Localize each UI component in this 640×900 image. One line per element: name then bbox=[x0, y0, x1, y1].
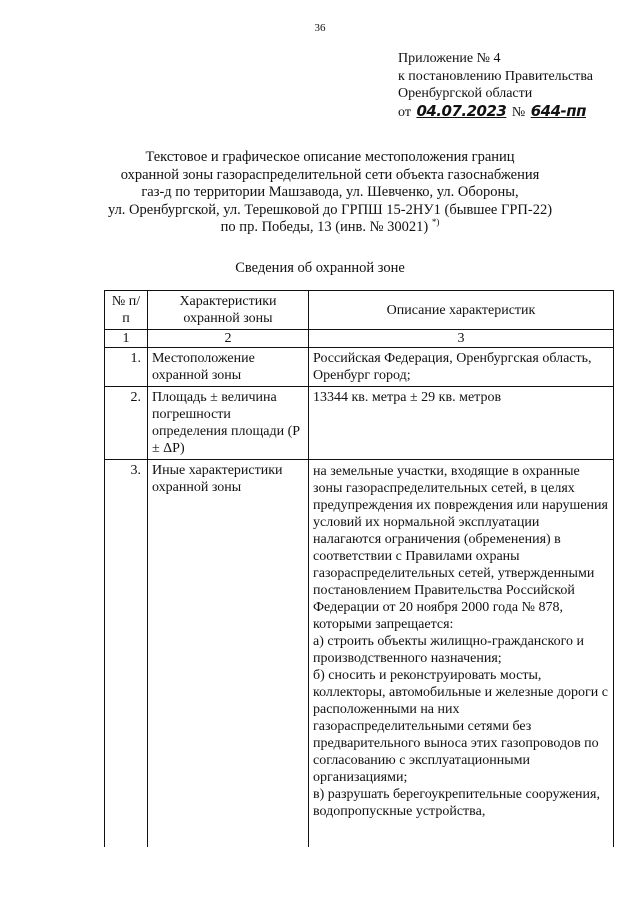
row-description: 13344 кв. метра ± 29 кв. метров bbox=[309, 387, 614, 460]
title-line-5 bbox=[60, 219, 600, 237]
row-number: 2. bbox=[105, 387, 148, 460]
index-cell-3: 3 bbox=[309, 330, 614, 348]
table-row bbox=[105, 348, 614, 387]
index-cell-2: 2 bbox=[148, 330, 309, 348]
appendix-date: 04.07.2023 bbox=[416, 101, 507, 120]
appendix-from-prefix: от bbox=[398, 104, 411, 120]
row-number: 3. bbox=[105, 460, 148, 848]
title-line-2: охранной зоны газораспределительной сети объекта газоснабжения bbox=[120, 166, 540, 183]
title-line-4: ул. Оренбургской, ул. Терешковой до ГРПШ 15-2НУ1 (бывшее ГРП-22) bbox=[107, 201, 553, 218]
title-line-1: Текстовое и графическое описание местоположения границ bbox=[145, 149, 515, 165]
row-description: Российская Федерация, Оренбургская область, Оренбург город; bbox=[309, 348, 614, 387]
row-description bbox=[309, 460, 614, 848]
header-description: Описание характеристик bbox=[309, 291, 614, 330]
row-characteristic: Местоположение охранной зоны bbox=[148, 348, 309, 387]
header-characteristics: Характеристики охранной зоны bbox=[148, 291, 309, 330]
header-number: № п/п bbox=[105, 291, 148, 330]
footnote-mark: *) bbox=[431, 217, 440, 228]
table-header-row bbox=[105, 291, 614, 330]
index-cell-1: 1 bbox=[105, 330, 148, 348]
appendix-number: 644-пп bbox=[530, 101, 586, 120]
appendix-resolution: к постановлению Правительства bbox=[398, 68, 594, 84]
table-row bbox=[105, 387, 614, 460]
appendix-title: Приложение № 4 bbox=[398, 51, 501, 66]
document-title bbox=[60, 149, 600, 237]
table-row bbox=[105, 460, 614, 848]
section-title: Сведения об охранной зоне bbox=[235, 260, 405, 276]
appendix-region: Оренбургской области bbox=[398, 86, 533, 101]
protection-zone-table bbox=[104, 290, 614, 847]
row-characteristic: Площадь ± величина погрешности определения площади (P ± ΔP) bbox=[148, 387, 309, 460]
description-paragraph: в) разрушать берегоукрепительные сооружения, водопропускные устройства, bbox=[313, 787, 600, 819]
title-line-5-text: по пр. Победы, 13 (инв. № 30021) bbox=[220, 219, 429, 235]
description-paragraph: а) строить объекты жилищно-гражданского и производственного назначения; bbox=[313, 634, 584, 666]
appendix-block bbox=[398, 50, 593, 121]
page-number: 36 bbox=[314, 22, 326, 34]
title-line-3: газ-д по территории Машзавода, ул. Шевченко, ул. Обороны, bbox=[141, 184, 519, 200]
row-characteristic: Иные характеристики охранной зоны bbox=[148, 460, 309, 848]
appendix-date-line bbox=[398, 103, 593, 122]
description-paragraph: б) сносить и реконструировать мосты, коллекторы, автомобильные и железные дороги с расположенными на них газораспределительными сетями без предварительного выноса этих газопроводов по согласованию с эксплуатационными организациями; bbox=[313, 668, 608, 785]
appendix-number-prefix: № bbox=[511, 104, 526, 120]
description-paragraph: на земельные участки, входящие в охранные зоны газораспределительных сетей, в целях предупреждения их повреждения или нарушения условий их нормальной эксплуатации налагаются ограничения (обременения) в соответствии с Правилами охраны газораспределительных сетей, утвержденными постановлением Правительства Российской Федерации от 20 ноября 2000 года № 878, которыми запрещается: bbox=[313, 464, 608, 632]
table-index-row bbox=[105, 330, 614, 348]
row-number: 1. bbox=[105, 348, 148, 387]
